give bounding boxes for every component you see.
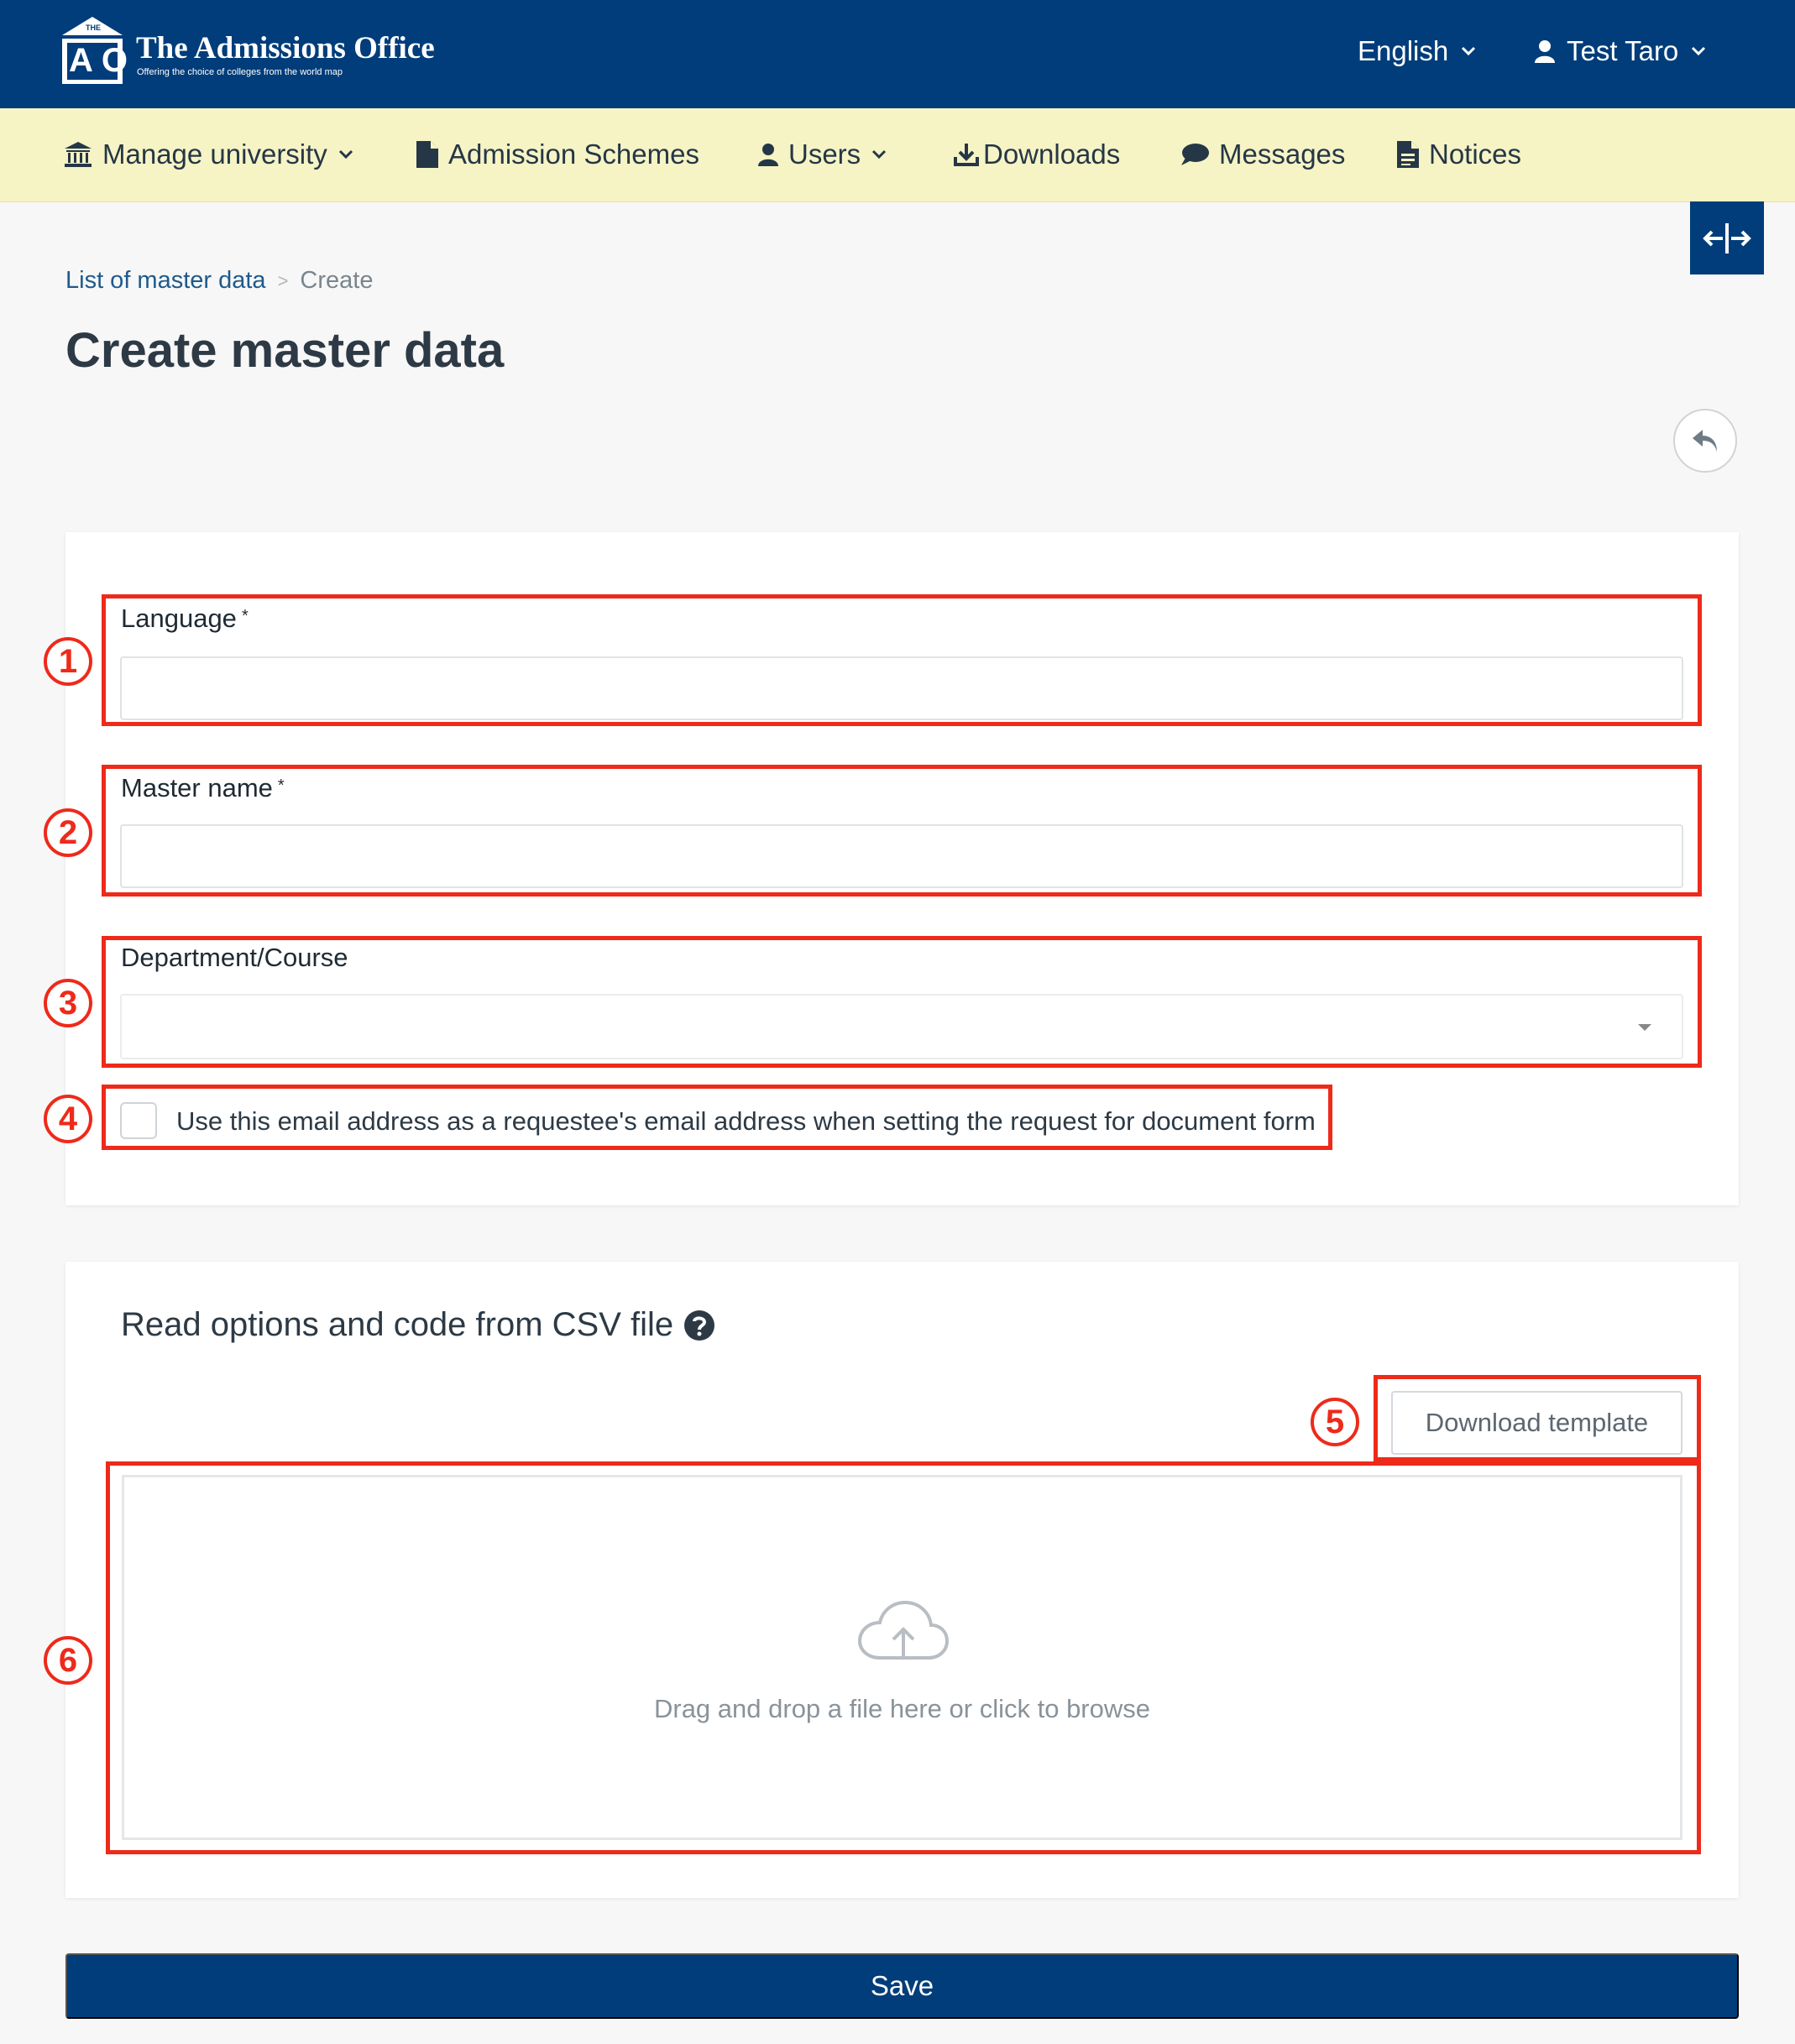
logo[interactable] — [62, 17, 136, 84]
download-template-button[interactable]: Download template — [1391, 1391, 1682, 1455]
nav-item-downloads[interactable] — [953, 139, 1120, 170]
csv-section-title-text: Read options and code from CSV file — [121, 1306, 674, 1343]
dropzone-instruction: Drag and drop a file here or click to browse — [653, 1694, 1150, 1723]
nav-label: Notices — [1429, 139, 1522, 170]
page-title: Create master data — [65, 323, 505, 378]
nav-item-messages[interactable] — [1180, 139, 1345, 170]
nav-item-admission-schemes[interactable] — [416, 139, 699, 170]
save-button[interactable]: Save — [65, 1953, 1739, 2019]
chevron-down-icon — [1690, 45, 1707, 57]
breadcrumb-current: Create — [300, 267, 374, 294]
top-header — [0, 0, 1795, 108]
nav-label: Admission Schemes — [448, 139, 699, 170]
logo-top-text: THE — [86, 24, 101, 32]
university-icon — [64, 141, 92, 168]
annotation-number-4: 4 — [44, 1095, 92, 1143]
nav-item-notices[interactable] — [1397, 139, 1521, 170]
nav-label: Manage university — [102, 139, 327, 170]
annotation-number-5: 5 — [1311, 1398, 1359, 1446]
brand-subtitle: Offering the choice of colleges from the world map — [137, 67, 343, 77]
download-icon — [953, 142, 980, 167]
chevron-down-icon — [338, 149, 354, 160]
chevron-down-icon — [871, 149, 887, 160]
notice-document-icon — [1397, 141, 1419, 168]
language-menu[interactable] — [1358, 35, 1477, 67]
user-menu[interactable] — [1535, 35, 1707, 67]
arrows-horizontal-icon — [1703, 222, 1751, 255]
master-name-label-text: Master name — [121, 773, 273, 802]
nav-item-manage-university[interactable] — [64, 139, 354, 170]
email-address-checkbox-label[interactable]: Use this email address as a requestee's email address when setting the request for document form — [176, 1106, 1316, 1136]
annotation-box-4 — [102, 1085, 1332, 1150]
nav-label: Messages — [1219, 139, 1346, 170]
brand-title[interactable]: The Admissions Office — [136, 31, 435, 65]
annotation-box-1 — [102, 594, 1702, 726]
breadcrumb — [65, 267, 373, 295]
department-field-label: Department/Course — [121, 943, 348, 972]
document-icon — [416, 141, 438, 168]
language-label-text: Language — [121, 604, 237, 633]
annotation-box-3 — [102, 936, 1702, 1068]
expand-width-button[interactable] — [1690, 201, 1764, 274]
annotation-number-3: 3 — [44, 979, 92, 1027]
annotation-number-6: 6 — [44, 1636, 92, 1685]
user-icon — [1535, 39, 1555, 63]
user-name: Test Taro — [1567, 35, 1679, 66]
annotation-number-1: 1 — [44, 637, 92, 686]
breadcrumb-separator: > — [277, 269, 289, 291]
annotation-box-5 — [1374, 1375, 1701, 1461]
reply-arrow-icon — [1691, 428, 1719, 453]
annotation-box-2 — [102, 765, 1702, 897]
chevron-down-icon — [1460, 45, 1477, 57]
nav-label: Downloads — [983, 139, 1121, 170]
csv-section-title — [121, 1306, 715, 1344]
required-mark: * — [241, 607, 249, 625]
comment-icon — [1180, 143, 1209, 166]
annotation-box-6 — [106, 1461, 1701, 1854]
annotation-number-2: 2 — [44, 808, 92, 857]
breadcrumb-link-list[interactable]: List of master data — [65, 267, 266, 294]
logo-letters: AO — [69, 42, 136, 79]
help-icon[interactable] — [683, 1310, 715, 1341]
nav-label: Users — [788, 139, 861, 170]
nav-item-users[interactable] — [758, 139, 887, 170]
user-icon — [758, 143, 778, 166]
required-mark: * — [277, 776, 285, 795]
main-nav — [0, 108, 1795, 202]
back-button[interactable] — [1673, 409, 1737, 473]
language-label: English — [1358, 35, 1449, 66]
